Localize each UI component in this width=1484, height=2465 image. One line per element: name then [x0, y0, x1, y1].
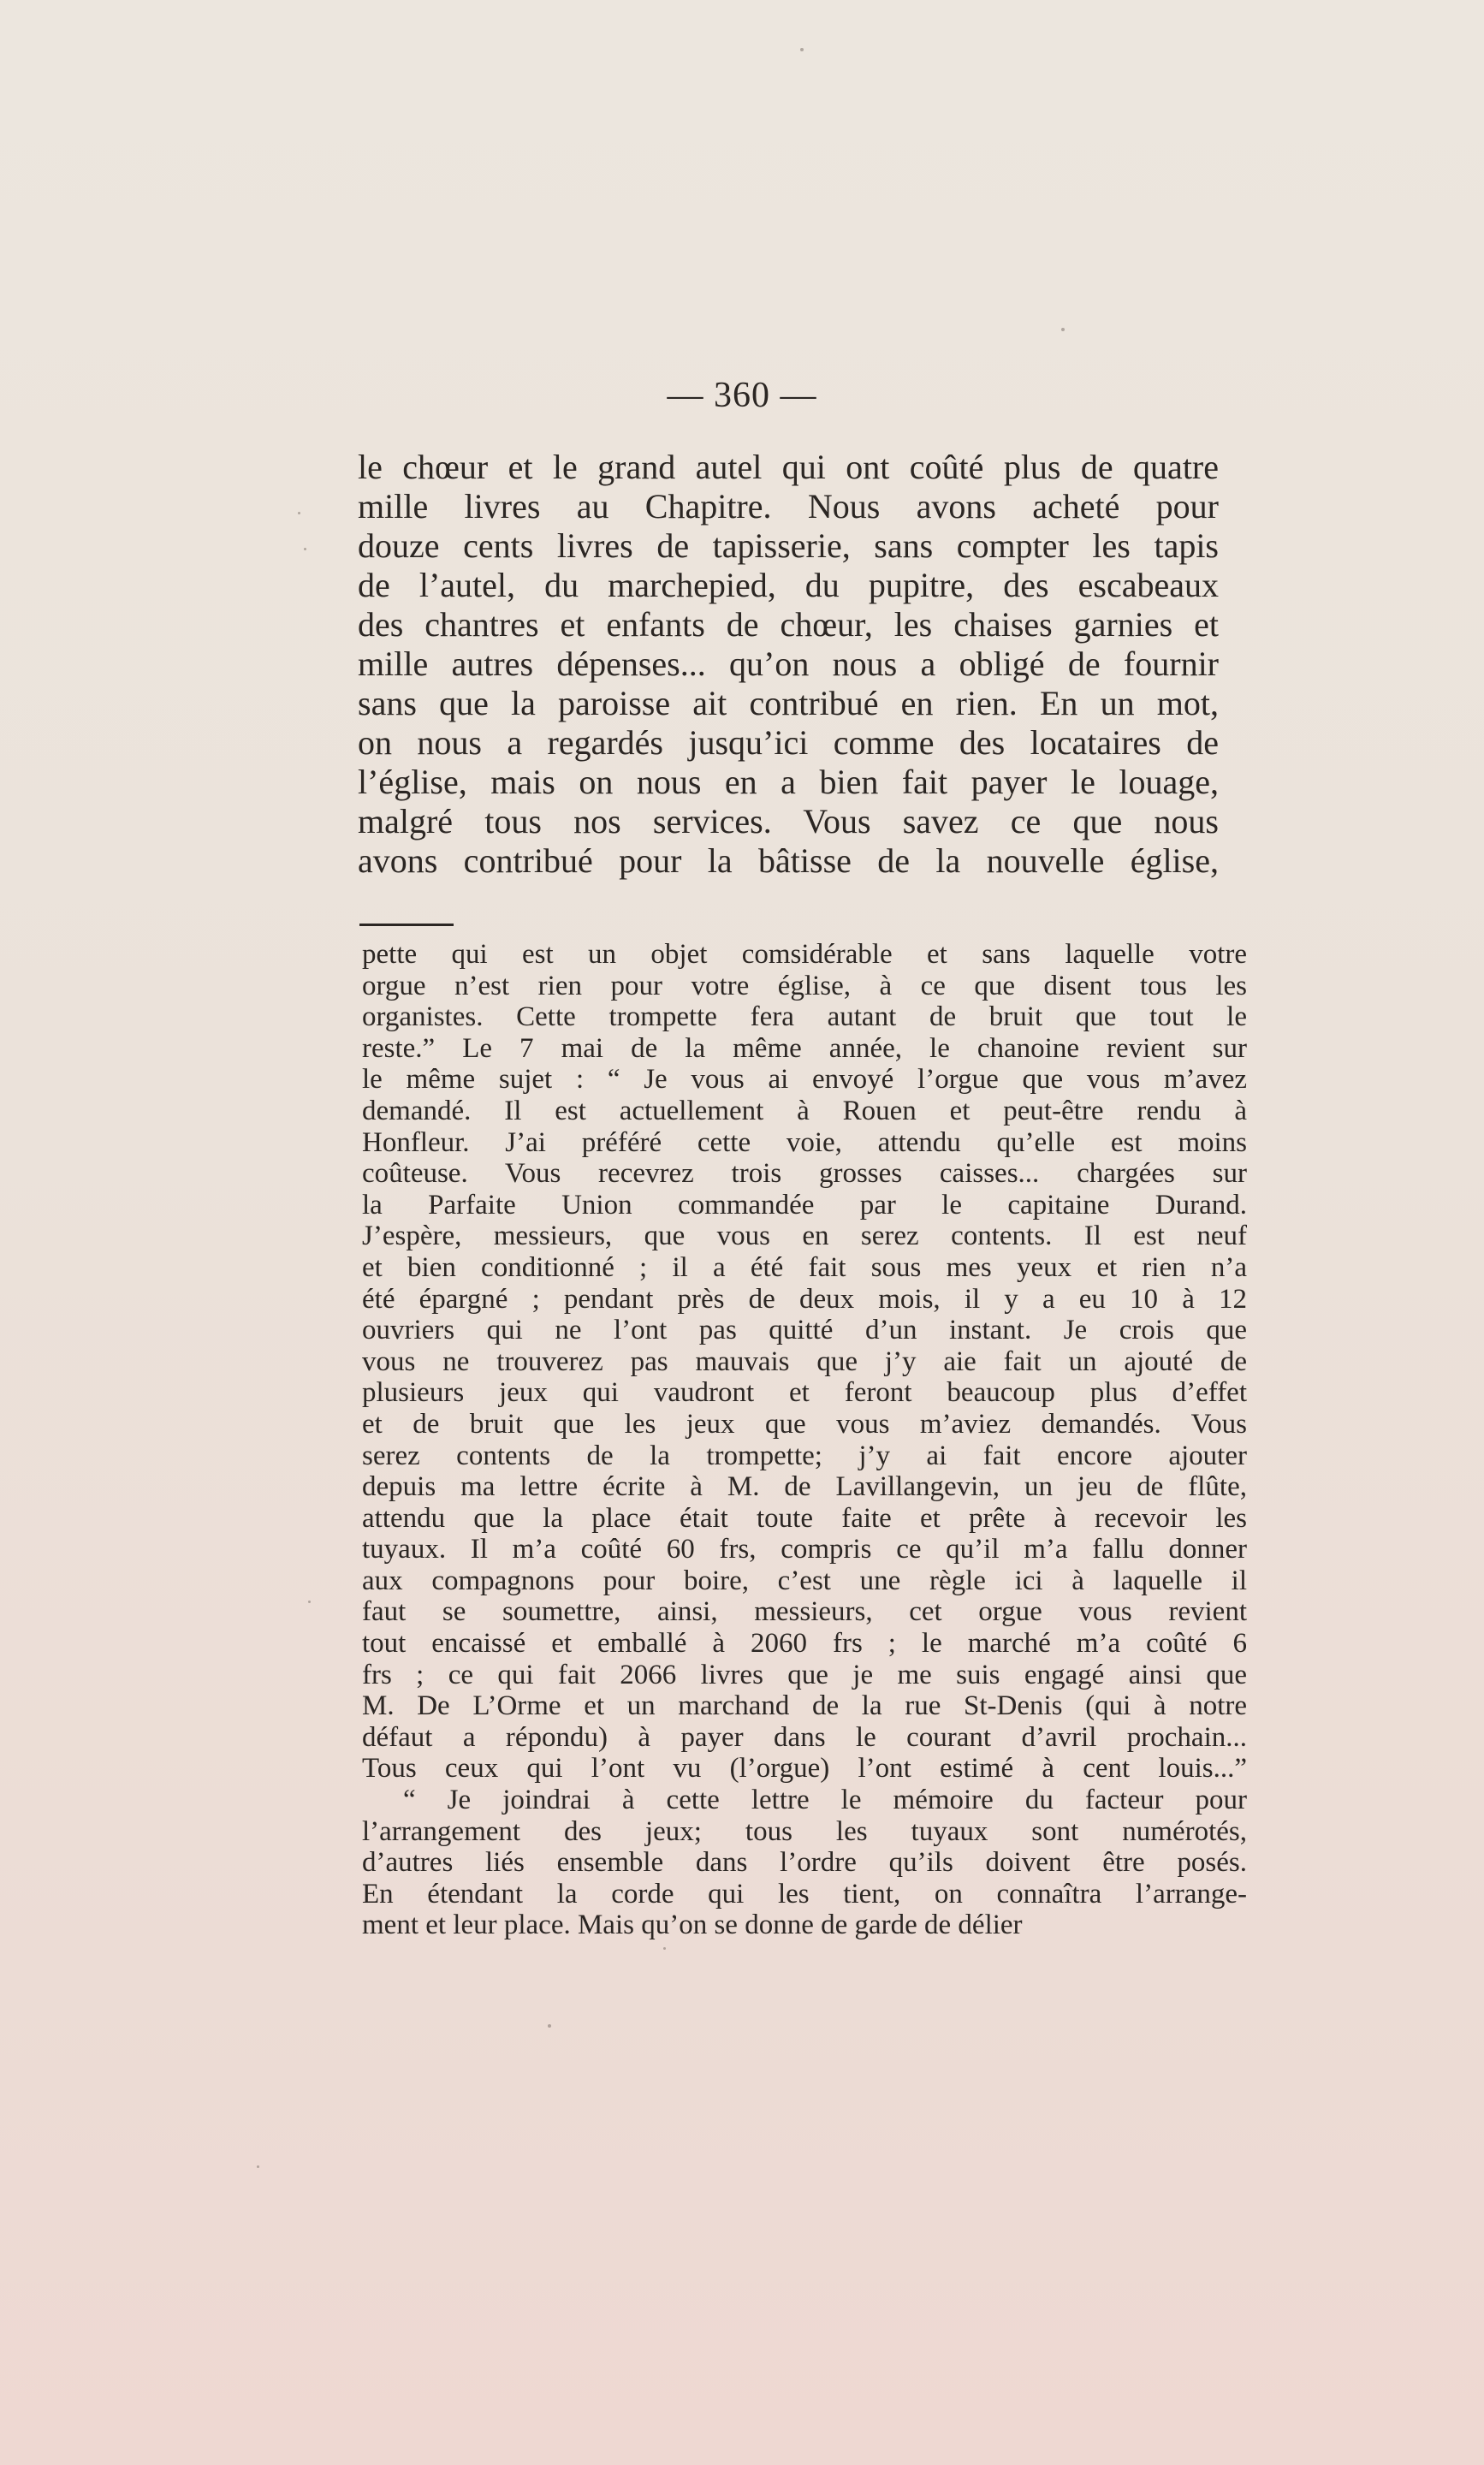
- footnote-line: été épargné ; pendant près de deux mois, il y a eu 10 à 12: [362, 1283, 1247, 1315]
- footnote-line: frs ; ce qui fait 2066 livres que je me suis engagé ainsi que: [362, 1659, 1247, 1690]
- footnote-line: et bien conditionné ; il a été fait sous mes yeux et rien n’a: [362, 1251, 1247, 1283]
- footnote-line: d’autres liés ensemble dans l’ordre qu’ils doivent être posés.: [362, 1847, 1247, 1879]
- footnote-divider: [359, 924, 454, 926]
- footnote-line: aux compagnons pour boire, c’est une règle ici à laquelle il: [362, 1565, 1247, 1596]
- footnote-line: l’arrangement des jeux; tous les tuyaux sont numérotés,: [362, 1815, 1247, 1847]
- footnote-line: le même sujet : “ Je vous ai envoyé l’orgue que vous m’avez: [362, 1064, 1247, 1096]
- text-line: le chœur et le grand autel qui ont coûté plus de quatre: [358, 448, 1219, 486]
- footnote-line: J’espère, messieurs, que vous en serez contents. Il est neuf: [362, 1221, 1247, 1252]
- footnote-line: Honfleur. J’ai préféré cette voie, attendu qu’elle est moins: [362, 1126, 1247, 1158]
- footnote-line: “ Je joindrai à cette lettre le mémoire du facteur pour: [403, 1785, 1247, 1816]
- footnote-line: organistes. Cette trompette fera autant de bruit que tout le: [362, 1001, 1247, 1033]
- footnote-line: tuyaux. Il m’a coûté 60 frs, compris ce qu’il m’a fallu donner: [362, 1534, 1247, 1565]
- footnote-line: et de bruit que les jeux que vous m’aviez demandés. Vous: [362, 1408, 1247, 1440]
- text-line: de l’autel, du marchepied, du pupitre, des escabeaux: [358, 566, 1219, 604]
- footnote-line: serez contents de la trompette; j’y ai fait encore ajouter: [362, 1440, 1247, 1471]
- footnote-line: faut se soumettre, ainsi, messieurs, cet orgue vous revient: [362, 1596, 1247, 1628]
- footnote-line: la Parfaite Union commandée par le capitaine Durand.: [362, 1189, 1247, 1221]
- footnote-line: Tous ceux qui l’ont vu (l’orgue) l’ont estimé à cent louis...”: [362, 1753, 1247, 1785]
- text-line: on nous a regardés jusqu’ici comme des locataires de: [358, 723, 1219, 762]
- main-text: [358, 448, 1219, 881]
- footnote-line: orgue n’est rien pour votre église, à ce que disent tous les: [362, 970, 1247, 1001]
- footnote-line: attendu que la place était toute faite et prête à recevoir les: [362, 1502, 1247, 1534]
- footnote-line: coûteuse. Vous recevrez trois grosses caisses... chargées sur: [362, 1158, 1247, 1190]
- paper-speck: [548, 2024, 551, 2028]
- footnote-line: défaut a répondu) à payer dans le courant d’avril prochain...: [362, 1721, 1247, 1753]
- footnote-line: M. De L’Orme et un marchand de la rue St-Denis (qui à notre: [362, 1690, 1247, 1722]
- text-line: sans que la paroisse ait contribué en rien. En un mot,: [358, 684, 1219, 722]
- page-number: — 360 —: [667, 376, 817, 415]
- footnote-line: ouvriers qui ne l’ont pas quitté d’un instant. Je crois que: [362, 1315, 1247, 1346]
- paper-speck: [800, 48, 804, 51]
- footnote-line: ment et leur place. Mais qu’on se donne de garde de délier: [362, 1910, 1023, 1941]
- paper-speck: [663, 1947, 666, 1950]
- paper-speck: [1061, 328, 1065, 331]
- paper-speck: [298, 512, 300, 514]
- footnote-line: depuis ma lettre écrite à M. de Lavillangevin, un jeu de flûte,: [362, 1471, 1247, 1503]
- footnote-line: En étendant la corde qui les tient, on connaîtra l’arrange-: [362, 1878, 1247, 1910]
- footnote-line: vous ne trouverez pas mauvais que j’y aie fait un ajouté de: [362, 1345, 1247, 1377]
- text-line: douze cents livres de tapisserie, sans compter les tapis: [358, 526, 1219, 565]
- footnote-line: demandé. Il est actuellement à Rouen et peut-être rendu à: [362, 1095, 1247, 1126]
- text-line: avons contribué pour la bâtisse de la nouvelle église,: [358, 841, 1219, 880]
- paper-speck: [308, 1601, 311, 1603]
- paper-speck: [304, 548, 306, 550]
- footnote-line: plusieurs jeux qui vaudront et feront beaucoup plus d’effet: [362, 1377, 1247, 1409]
- text-line: l’église, mais on nous en a bien fait payer le louage,: [358, 763, 1219, 801]
- text-line: malgré tous nos services. Vous savez ce que nous: [358, 802, 1219, 840]
- text-line: mille livres au Chapitre. Nous avons acheté pour: [358, 487, 1219, 526]
- paper-speck: [257, 2165, 259, 2168]
- footnote-line: reste.” Le 7 mai de la même année, le chanoine revient sur: [362, 1032, 1247, 1064]
- footnote-line: pette qui est un objet comsidérable et sans laquelle votre: [362, 939, 1247, 970]
- text-line: mille autres dépenses... qu’on nous a obligé de fournir: [358, 644, 1219, 683]
- footnote-text: [362, 939, 1247, 1941]
- footnote-line: tout encaissé et emballé à 2060 frs ; le marché m’a coûté 6: [362, 1628, 1247, 1660]
- text-line: des chantres et enfants de chœur, les chaises garnies et: [358, 605, 1219, 644]
